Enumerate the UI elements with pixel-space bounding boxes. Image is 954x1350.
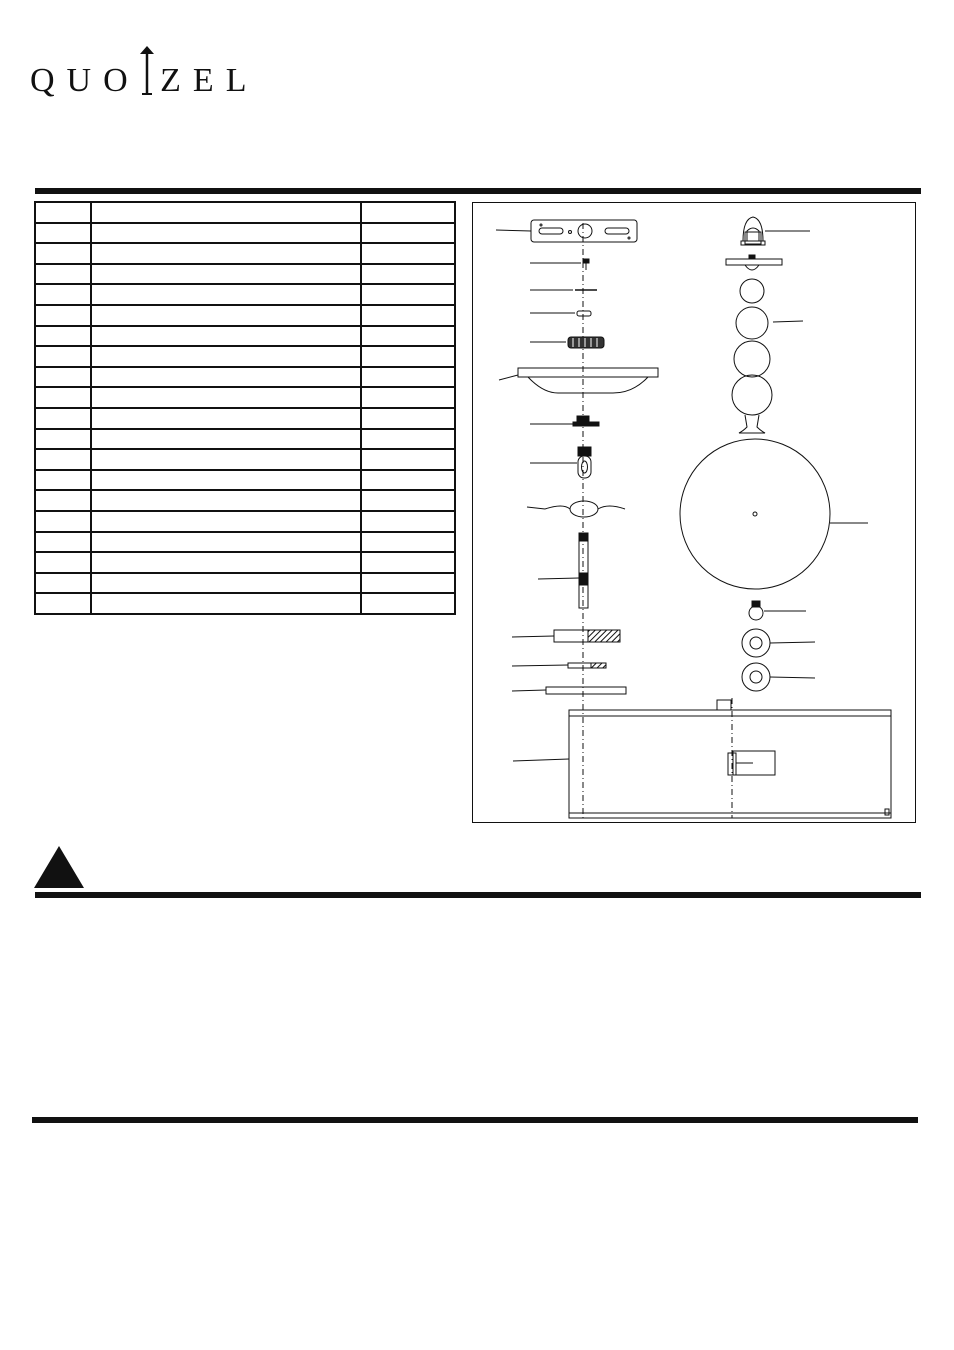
table-cell-qty [361, 326, 455, 347]
leader-plate [512, 690, 546, 691]
canopy-icon [518, 368, 658, 393]
table-cell-no [35, 490, 91, 511]
glass-diffuser-icon [680, 439, 830, 589]
table-row [35, 367, 455, 388]
finial-icon [741, 217, 765, 245]
table-row [35, 305, 455, 326]
table-cell-no [35, 326, 91, 347]
table-row [35, 511, 455, 532]
table-cell-no [35, 552, 91, 573]
table-cell-desc [91, 429, 361, 450]
leader-ring [770, 642, 815, 643]
knob-icon [749, 601, 763, 620]
table-cell-desc [91, 408, 361, 429]
table-cell-no [35, 264, 91, 285]
table-cell-desc [91, 552, 361, 573]
table-cell-desc [91, 449, 361, 470]
table-cell-no [35, 449, 91, 470]
leader-column [773, 321, 803, 322]
drum-shade-icon [569, 700, 891, 818]
table-cell-no [35, 470, 91, 491]
table-cell-no [35, 223, 91, 244]
crossbar-icon [531, 220, 637, 242]
parts-table [34, 201, 454, 615]
diagram-svg [473, 203, 917, 824]
table-cell-qty [361, 449, 455, 470]
ring-icon [742, 629, 770, 657]
table-cell-qty [361, 593, 455, 614]
table-cell-qty [361, 367, 455, 388]
table-cell-no [35, 202, 91, 223]
table-cell-qty [361, 264, 455, 285]
bottom-rule [32, 1117, 918, 1123]
table-cell-no [35, 511, 91, 532]
table-cell-qty [361, 490, 455, 511]
leader-canopy [499, 375, 518, 380]
leader-crossbar [496, 230, 531, 231]
table-row [35, 284, 455, 305]
table-cell-qty [361, 387, 455, 408]
table-cell-qty [361, 552, 455, 573]
table-cell-desc [91, 470, 361, 491]
table-row [35, 470, 455, 491]
washer-icon [568, 663, 606, 668]
table-row [35, 490, 455, 511]
table-cell-desc [91, 490, 361, 511]
ring-icon-2 [742, 663, 770, 691]
logo-text: QUO ZEL [30, 62, 259, 99]
table-cell-desc [91, 511, 361, 532]
table-cell-desc [91, 223, 361, 244]
table-row [35, 449, 455, 470]
table-row [35, 429, 455, 450]
table-cell-no [35, 532, 91, 553]
table-row [35, 387, 455, 408]
chain-link-icon [545, 501, 625, 517]
table-cell-desc [91, 264, 361, 285]
table-row [35, 408, 455, 429]
top-rule [35, 188, 921, 194]
table-row [35, 593, 455, 614]
table-row [35, 202, 455, 223]
screw-icon [583, 259, 589, 270]
table-cell-desc [91, 346, 361, 367]
table-row [35, 223, 455, 244]
table-cell-no [35, 429, 91, 450]
table-cell-desc [91, 387, 361, 408]
wire-nut-icon [577, 311, 591, 316]
table-cell-no [35, 243, 91, 264]
leader-rod [538, 578, 579, 579]
table-cell-no [35, 593, 91, 614]
leader-shade [513, 759, 569, 761]
brand-logo [30, 44, 259, 100]
table-row [35, 243, 455, 264]
table-cell-qty [361, 532, 455, 553]
table-cell-qty [361, 408, 455, 429]
table-cell-qty [361, 511, 455, 532]
table-cell-desc [91, 243, 361, 264]
table-cell-no [35, 387, 91, 408]
table-cell-qty [361, 470, 455, 491]
table-cell-desc [91, 326, 361, 347]
table-cell-qty [361, 429, 455, 450]
leader-washer [512, 665, 568, 666]
table-cell-qty [361, 305, 455, 326]
leader-chain [527, 507, 545, 509]
table-cell-no [35, 284, 91, 305]
table-row [35, 326, 455, 347]
table-cell-desc [91, 532, 361, 553]
lamp-icon [132, 44, 162, 100]
table-cell-no [35, 573, 91, 594]
table-cell-desc [91, 367, 361, 388]
lock-nut-icon [573, 416, 599, 426]
table-cell-desc [91, 284, 361, 305]
table-row [35, 264, 455, 285]
plate-icon [546, 687, 626, 694]
table-cell-qty [361, 573, 455, 594]
table-cell-desc [91, 202, 361, 223]
table-cell-qty [361, 243, 455, 264]
table-cell-desc [91, 573, 361, 594]
table-cell-no [35, 367, 91, 388]
table-cell-desc [91, 593, 361, 614]
spacer-icon [554, 630, 620, 642]
table-cell-no [35, 408, 91, 429]
column-icon [726, 255, 782, 433]
table-row [35, 532, 455, 553]
table-cell-no [35, 305, 91, 326]
loop-icon [578, 447, 591, 478]
table-row [35, 573, 455, 594]
table-cell-qty [361, 223, 455, 244]
table-cell-qty [361, 202, 455, 223]
table-cell-qty [361, 284, 455, 305]
parts-table-body [35, 202, 455, 614]
exploded-diagram [472, 202, 916, 823]
table-row [35, 346, 455, 367]
warning-triangle-icon [34, 846, 84, 888]
table-cell-no [35, 346, 91, 367]
table-row [35, 552, 455, 573]
warning-rule [35, 892, 921, 898]
leader-ring-2 [770, 677, 815, 678]
table-cell-qty [361, 346, 455, 367]
threaded-nipple-icon [568, 337, 604, 348]
leader-spacer [512, 636, 554, 637]
table-cell-desc [91, 305, 361, 326]
